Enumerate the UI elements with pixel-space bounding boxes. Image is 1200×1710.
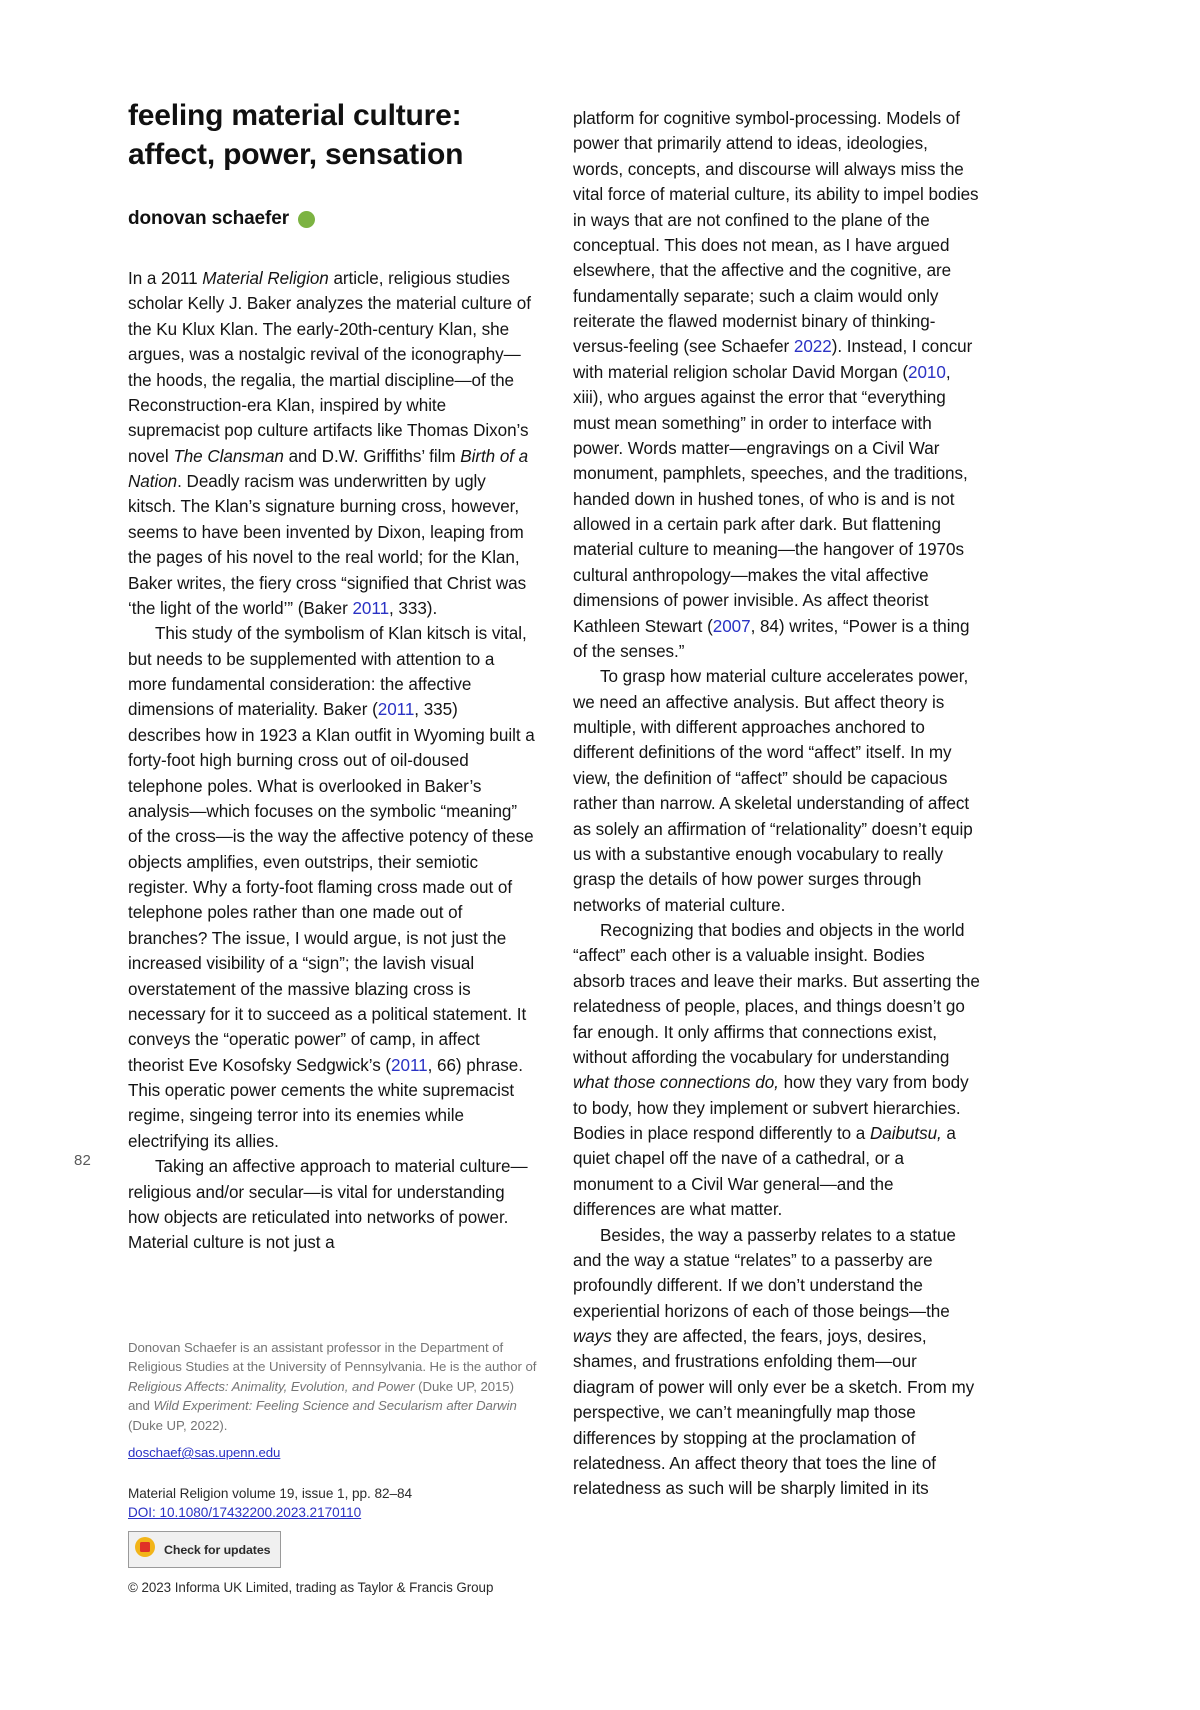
citation-link[interactable]: 2022 (793, 337, 832, 357)
text-run: , 84) writes, “Power is a thing of the senses.” (573, 616, 970, 661)
doi-link[interactable]: DOI: 10.1080/17432200.2023.2170110 (128, 1505, 362, 1521)
left-column-body (128, 266, 535, 1256)
text-run: In a 2011 (128, 269, 203, 288)
paragraph (128, 266, 535, 621)
text-run: Besides, the way a passerby relates to a statue and the way a statue “relates” to a passerby are profoundly different. If we don’t understand the experiential horizons of each of those beings—the (573, 1225, 956, 1321)
paragraph (573, 1223, 980, 1502)
text-run: Recognizing that bodies and objects in the world “affect” each other is a valuable insight. Bodies absorb traces and leave their marks. But asserting the relatedness of people, places, and things doesn’t go far enough. It only affirms that connections exist, without affording the vocabulary for understanding (573, 921, 980, 1067)
paragraph (128, 621, 535, 1154)
text-run: ). Instead, I concur with material religion scholar David Morgan ( (573, 337, 973, 382)
italic-text: what those connections do, (573, 1073, 779, 1093)
right-column (573, 96, 980, 1502)
orcid-green-dot-icon[interactable] (298, 211, 315, 228)
text-run: and D.W. Griffiths’ film (283, 446, 461, 466)
italic-text: Daibutsu, (869, 1124, 942, 1143)
citation-link[interactable]: 2011 (352, 598, 390, 618)
crossmark-logo-icon (134, 1536, 156, 1563)
two-column-layout (128, 96, 980, 1502)
text-run: (Duke UP, 2022). (128, 1417, 228, 1433)
journal-citation: Material Religion volume 19, issue 1, pp. 82–84 (128, 1486, 413, 1502)
check-for-updates-badge[interactable] (128, 1531, 281, 1568)
text-run: , xiii), who argues against the error that “everything must mean something” in order to interface with power. Words matter—engravings on a Civil War monument, pamphlets, speeches, and the traditions, handed down in hushed tones, of who is and is not allowed in a certain park after dark. But flattening material culture to meaning—the hangover of 1970s cultural anthropology—makes the vital affective dimensions of power invisible. As affect theorist Kathleen Stewart ( (573, 362, 968, 636)
left-column (128, 96, 535, 1502)
paragraph (573, 106, 980, 664)
italic-text: Religious Affects: Animality, Evolution, and Power (128, 1378, 415, 1394)
page-number: 82 (74, 1152, 92, 1169)
text-run: how they vary from body to body, how they implement or subvert hierarchies. Bodies in place respond differently to a (573, 1073, 969, 1143)
crossmark-label: Check for updates (164, 1542, 271, 1557)
italic-text: Material Religion (202, 269, 329, 288)
italic-text: The Clansman (173, 446, 284, 466)
citation-link[interactable]: 2007 (712, 616, 751, 636)
citation-link[interactable]: 2011 (391, 1055, 428, 1075)
paragraph (573, 918, 980, 1223)
text-run: , 66) phrase. This operatic power cements the white supremacist regime, singeing terror into its enemies while electrifying its allies. (128, 1055, 523, 1151)
italic-text: Wild Experiment: Feeling Science and Secularism after Darwin (153, 1398, 517, 1414)
text-run: This study of the symbolism of Klan kitsch is vital, but needs to be supplemented with attention to a more fundamental consideration: the affective dimensions of materiality. Baker ( (128, 624, 527, 720)
byline (128, 208, 535, 230)
citation-link[interactable]: 2010 (908, 362, 946, 382)
text-run: . Deadly racism was underwritten by ugly kitsch. The Klan’s signature burning cross, however, seems to have been invented by Dixon, leaping from the pages of his novel to the real world; for the Klan, Baker writes, the fiery cross “signified that Christ was ‘the light of the world’” (Baker (128, 472, 527, 618)
text-run: a quiet chapel off the nave of a cathedral, or a monument to a Civil War general—and the differences are what matter. (573, 1124, 956, 1220)
citation-link[interactable]: 2011 (377, 700, 415, 720)
paragraph (128, 1154, 535, 1256)
text-run: they are affected, the fears, joys, desires, shames, and frustrations enfolding them—our diagram of power will only ever be a sketch. From my perspective, we can’t meaningfully map those differences by stopping at the proclamation of relatedness. An affect theory that toes the line of relatedness as such will be sharply limited in its (573, 1327, 975, 1499)
text-run: Taking an affective approach to material culture—religious and/or secular—is vital for understanding how objects are reticulated into networks of power. Material culture is not just a (128, 1157, 528, 1253)
author-bio (128, 1338, 538, 1435)
copyright-line: © 2023 Informa UK Limited, trading as Taylor & Francis Group (128, 1580, 494, 1596)
text-run: To grasp how material culture accelerates power, we need an affective analysis. But affect theory is multiple, with different approaches anchored to different definitions of the word “affect” itself. In my view, the definition of “affect” should be capacious rather than narrow. A skeletal understanding of affect as solely an affirmation of “relationality” doesn’t equip us with a substantive enough vocabulary to really grasp the details of how power surges through networks of material culture. (573, 667, 973, 915)
right-column-body (573, 106, 980, 1502)
author-name: donovan schaefer (128, 208, 290, 229)
author-email-link[interactable]: doschaef@sas.upenn.edu (128, 1445, 281, 1461)
footer-block (128, 1338, 538, 1595)
italic-text: Birth of a Nation (128, 446, 529, 491)
italic-text: ways (573, 1327, 612, 1346)
text-run: (Duke UP, 2015) and (128, 1378, 514, 1414)
text-run: article, religious studies scholar Kelly J. Baker analyzes the material culture of the Ku Klux Klan. The early-20th-century Klan, she argues, was a nostalgic revival of the iconography—the hoods, the regalia, the martial discipline—of the Reconstruction-era Klan, inspired by white supremacist pop culture artifacts like Thomas Dixon’s novel (128, 269, 531, 466)
text-run: , 335) describes how in 1923 a Klan outfit in Wyoming built a forty-foot high burning cross out of oil-doused telephone poles. What is overlooked in Baker’s analysis—which focuses on the symbolic “meaning” of the cross—is the way the affective potency of these objects amplifies, even outstrips, their semiotic register. Why a forty-foot flaming cross made out of telephone poles rather than one made out of branches? The issue, I would argue, is not just the increased visibility of a “sign”; the lavish visual overstatement of the massive blazing cross is necessary for it to succeed as a political statement. It conveys the “operatic power” of camp, in affect theorist Eve Kosofsky Sedgwick’s ( (128, 700, 535, 1075)
page-title: feeling material culture: affect, power, sensation (128, 99, 464, 171)
paragraph (573, 664, 980, 918)
text-run: Donovan Schaefer is an assistant professor in the Department of Religious Studies at the University of Pennsylvania. He is the author of (128, 1340, 537, 1375)
text-run: , 333). (389, 598, 438, 618)
text-run: platform for cognitive symbol-processing. Models of power that primarily attend to ideas, ideologies, words, concepts, and discourse will always miss the vital force of material culture, its ability to impel bodies in ways that are not confined to the plane of the conceptual. This does not mean, as I have argued elsewhere, that the affective and the cognitive, are fundamentally separate; such a claim would only reiterate the flawed modernist binary of thinking-versus-feeling (see Schaefer (573, 109, 979, 357)
